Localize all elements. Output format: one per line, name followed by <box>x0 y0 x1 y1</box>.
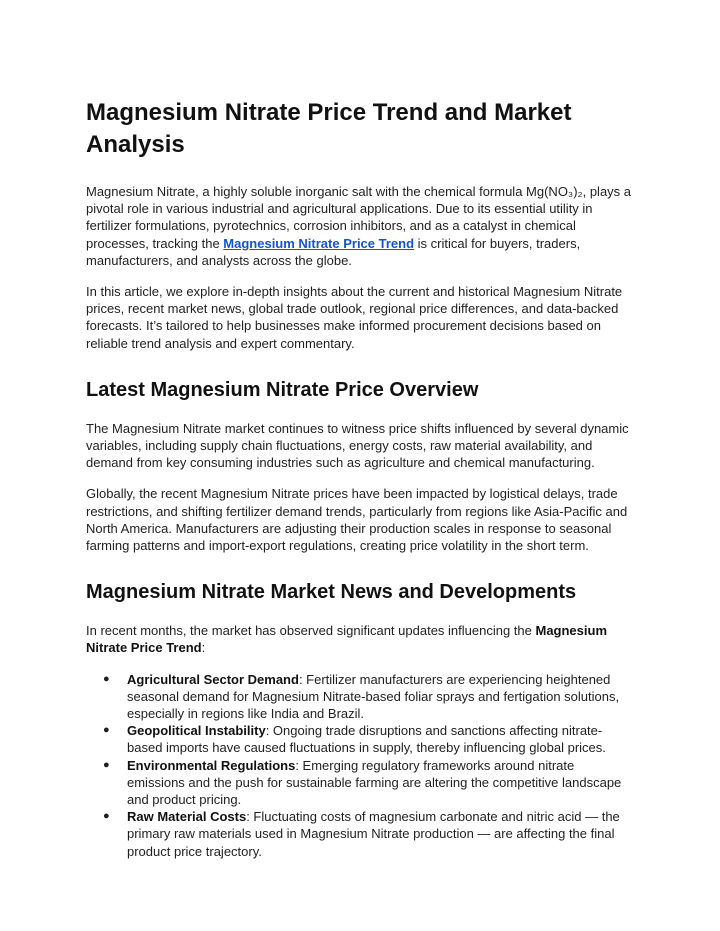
list-item-label: Raw Material Costs <box>127 809 247 825</box>
bullet-icon: ● <box>103 724 110 737</box>
list-item <box>86 808 634 860</box>
intro-text-before-link: Magnesium Nitrate, a highly soluble inorganic salt with the chemical formula Mg(NO₃)₂, plays a pivotal role in various industrial and agricultural applications. Due to its essential utility in fertilizer formulations, pyrotechnics, corrosion inhibitors, and as a catalyst in chemical processes, tracking the <box>86 184 632 251</box>
section-heading-news: Magnesium Nitrate Market News and Developments <box>86 581 577 604</box>
news-intro-colon: : <box>201 640 206 656</box>
overview-paragraph-1: The Magnesium Nitrate market continues to witness price shifts influenced by several dynamic variables, including supply chain fluctuations, energy costs, raw material availability, and demand from key consuming industries such as agriculture and chemical manufacturing. <box>86 420 629 471</box>
news-intro-paragraph <box>86 622 634 656</box>
intro-paragraph-2: In this article, we explore in-depth insights about the current and historical Magnesium Nitrate prices, recent market news, global trade outlook, regional price differences, and data-backed forecasts. It’s tailored to help businesses make informed procurement decisions based on reliable trend analysis and expert commentary. <box>86 284 623 351</box>
list-item-text: : Ongoing trade disruptions and sanctions affecting nitrate-based imports have caused fluctuations in supply, thereby influencing global prices. <box>127 723 606 756</box>
page-title: Magnesium Nitrate Price Trend and Market Analysis <box>86 99 572 158</box>
bullet-icon: ● <box>103 810 110 823</box>
list-item-label: Agricultural Sector Demand <box>127 671 299 687</box>
news-intro-text: In recent months, the market has observed significant updates influencing the <box>86 623 536 639</box>
list-item-text: : Fertilizer manufacturers are experiencing heightened seasonal demand for Magnesium Nitrate-based foliar sprays and fertigation solutions, especially in regions like India and Brazil. <box>127 671 620 722</box>
bullet-icon: ● <box>103 758 110 771</box>
list-item-text: : Fluctuating costs of magnesium carbonate and nitric acid — the primary raw materials used in Magnesium Nitrate production — are affecting the final product price trajectory. <box>127 809 620 859</box>
price-trend-link[interactable]: Magnesium Nitrate Price Trend <box>223 235 415 251</box>
news-intro-bold-term: Magnesium Nitrate Price Trend <box>86 623 607 656</box>
list-item <box>86 671 634 723</box>
list-item <box>86 757 634 809</box>
intro-text-after-link: is critical for buyers, traders, manufacturers, and analysts across the globe. <box>86 235 581 268</box>
list-item-label: Geopolitical Instability <box>127 723 266 739</box>
list-item <box>86 722 634 756</box>
section-heading-overview: Latest Magnesium Nitrate Price Overview <box>86 378 479 401</box>
intro-paragraph-1 <box>86 183 634 269</box>
list-item-label: Environmental Regulations <box>127 757 296 773</box>
news-bullet-list <box>86 671 634 860</box>
overview-paragraph-2: Globally, the recent Magnesium Nitrate prices have been impacted by logistical delays, trade restrictions, and shifting fertilizer demand trends, particularly from regions like Asia-Pacific and North America. Manufacturers are adjusting their production scales in response to seasonal farming patterns and import-export regulations, creating price volatility in the short term. <box>86 486 628 554</box>
bullet-icon: ● <box>103 672 110 685</box>
list-item-text: : Emerging regulatory frameworks around nitrate emissions and the push for sustainable farming are altering the competitive landscape and product pricing. <box>127 757 622 808</box>
